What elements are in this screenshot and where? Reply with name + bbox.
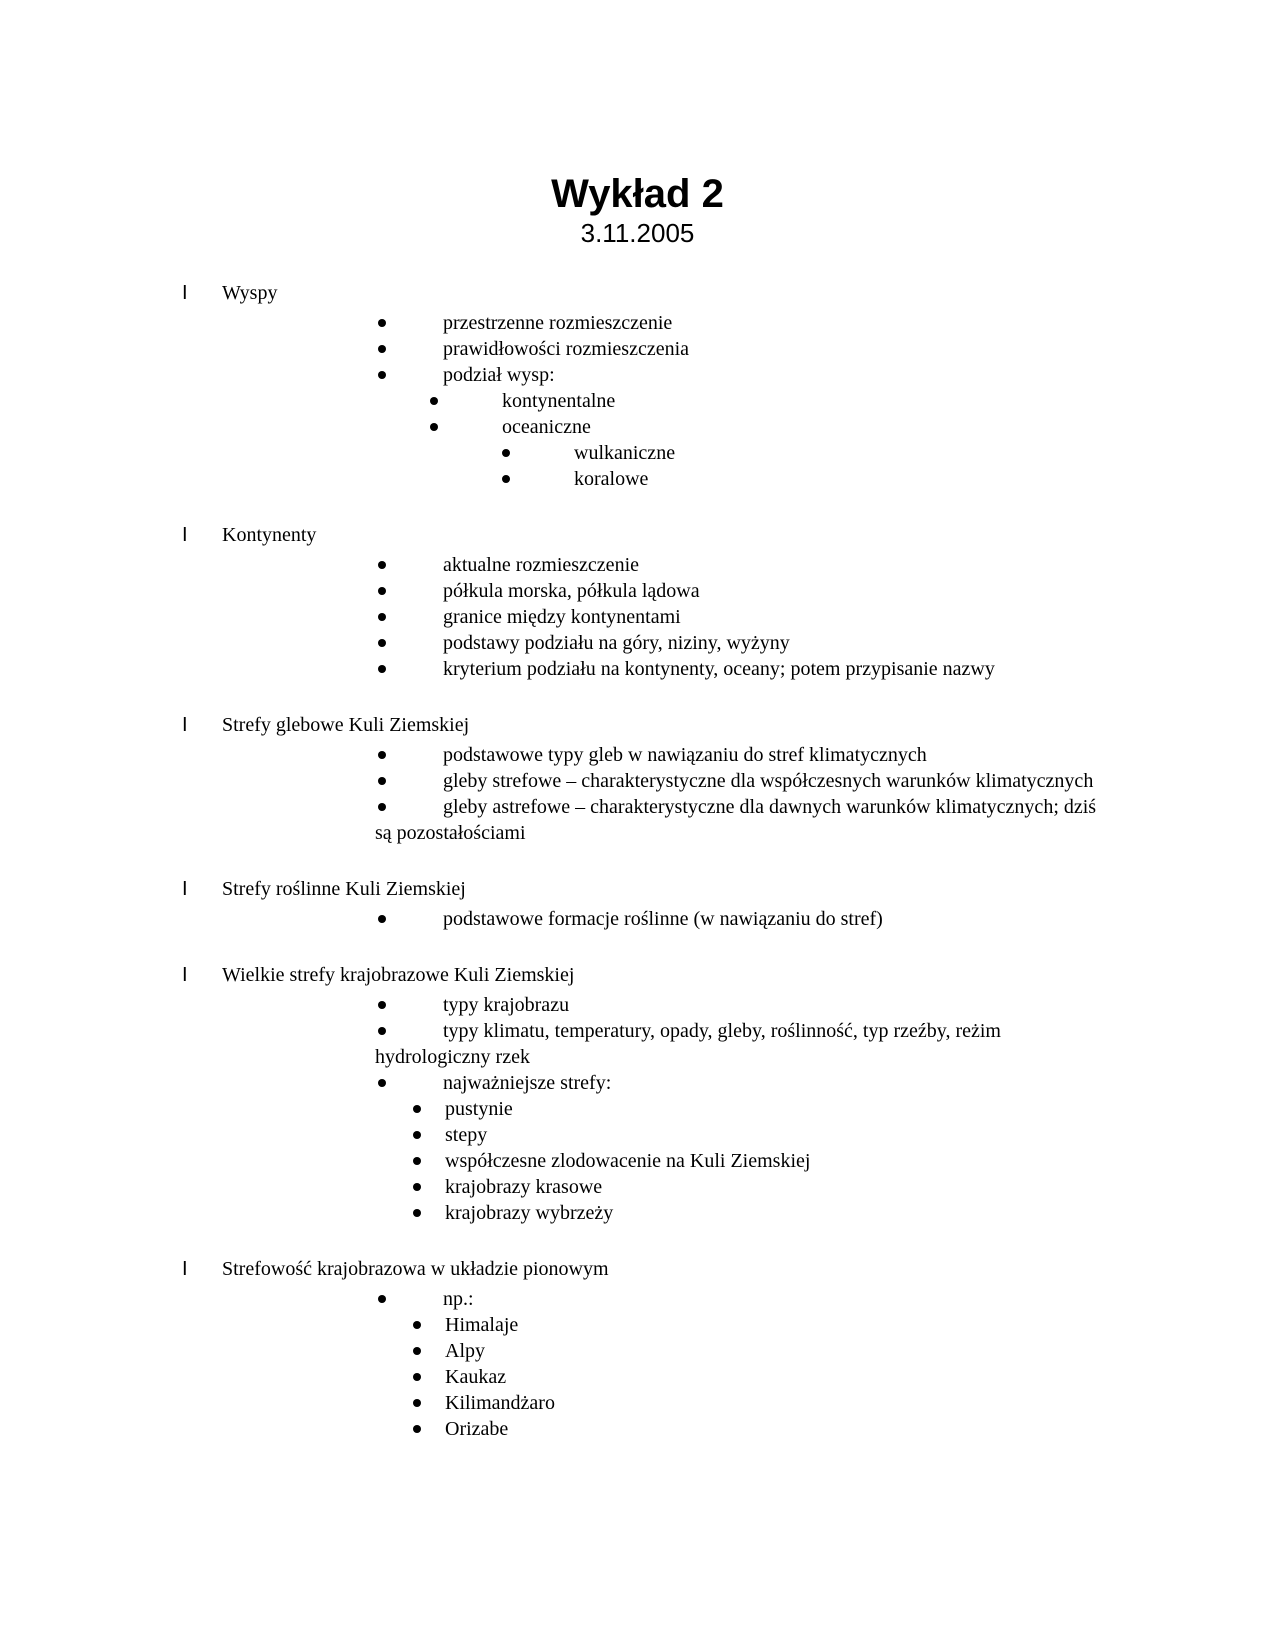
list-item-text: prawidłowości rozmieszczenia — [443, 338, 690, 360]
list-item-text: kryterium podziału na kontynenty, oceany; potem przypisanie nazwy — [443, 658, 995, 680]
list-item — [502, 414, 1110, 440]
section-marker: I — [182, 524, 188, 546]
bullet-icon — [413, 1347, 421, 1355]
bullet-icon — [378, 1027, 386, 1035]
list-item — [375, 1070, 1110, 1096]
list-item — [445, 1416, 1110, 1442]
bullet-icon — [413, 1321, 421, 1329]
list-item — [445, 1096, 1110, 1122]
bullet-icon — [378, 613, 386, 621]
bullet-icon — [378, 803, 386, 811]
document-body — [0, 280, 1275, 1442]
list-item — [375, 1286, 1110, 1312]
list-item-text: typy klimatu, temperatury, opady, gleby, roślinność, typ rzeźby, reżim hydrologiczny rzek — [375, 1020, 1001, 1068]
list-item-text: Himalaje — [445, 1314, 519, 1336]
list-item-text: stepy — [445, 1124, 488, 1146]
list-item-text: Alpy — [445, 1340, 485, 1362]
section-heading — [182, 1256, 1275, 1282]
bullet-icon — [413, 1399, 421, 1407]
document-title: Wykład 2 — [551, 172, 724, 216]
section-marker: I — [182, 1258, 188, 1280]
list-item — [375, 578, 1110, 604]
list-item-text: najważniejsze strefy: — [443, 1072, 612, 1094]
list-item-text: półkula morska, półkula lądowa — [443, 580, 700, 602]
bullet-icon — [430, 397, 438, 405]
list-item — [445, 1200, 1110, 1226]
list-item — [375, 794, 1110, 846]
list-item — [445, 1390, 1110, 1416]
bullet-icon — [378, 777, 386, 785]
bullet-icon — [378, 561, 386, 569]
section-marker: I — [182, 714, 188, 736]
bullet-icon — [502, 475, 510, 483]
bullet-icon — [430, 423, 438, 431]
outline-section — [0, 1256, 1275, 1442]
section-heading — [182, 962, 1275, 988]
document-date: 3.11.2005 — [580, 218, 695, 248]
section-heading-text: Wielkie strefy krajobrazowe Kuli Ziemskiej — [222, 964, 575, 986]
list-item-text: oceaniczne — [502, 416, 591, 438]
section-heading-text: Strefy roślinne Kuli Ziemskiej — [222, 878, 466, 900]
bullet-icon — [378, 371, 386, 379]
bullet-icon — [502, 449, 510, 457]
section-heading-text: Strefy glebowe Kuli Ziemskiej — [222, 714, 470, 736]
list-item — [375, 630, 1110, 656]
list-item-text: podział wysp: — [443, 364, 555, 386]
bullet-icon — [378, 665, 386, 673]
list-item — [375, 656, 1110, 682]
bullet-icon — [378, 345, 386, 353]
bullet-icon — [413, 1373, 421, 1381]
section-heading — [182, 876, 1275, 902]
section-marker: I — [182, 964, 188, 986]
outline-section — [0, 962, 1275, 1226]
list-item-text: pustynie — [445, 1098, 513, 1120]
list-item — [375, 742, 1110, 768]
list-item — [445, 1148, 1110, 1174]
section-heading-text: Strefowość krajobrazowa w układzie pionowym — [222, 1258, 609, 1280]
list-item-text: przestrzenne rozmieszczenie — [443, 312, 673, 334]
list-item-text: np.: — [443, 1288, 474, 1310]
list-item-text: współczesne zlodowacenie na Kuli Ziemskiej — [445, 1150, 811, 1172]
list-item — [445, 1364, 1110, 1390]
list-item-text: podstawowe typy gleb w nawiązaniu do stref klimatycznych — [443, 744, 927, 766]
list-item — [574, 440, 1110, 466]
outline-section — [0, 280, 1275, 492]
list-item-text: granice między kontynentami — [443, 606, 681, 628]
list-item-text: podstawowe formacje roślinne (w nawiązaniu do stref) — [443, 908, 883, 930]
section-heading-text: Wyspy — [222, 282, 278, 304]
list-item — [375, 1018, 1110, 1070]
list-item-text: krajobrazy wybrzeży — [445, 1202, 614, 1224]
list-item-text: gleby astrefowe – charakterystyczne dla dawnych warunków klimatycznych; dziś są pozostałościami — [375, 796, 1097, 844]
bullet-icon — [413, 1209, 421, 1217]
section-heading — [182, 522, 1275, 548]
bullet-icon — [413, 1105, 421, 1113]
bullet-icon — [413, 1157, 421, 1165]
bullet-icon — [413, 1131, 421, 1139]
section-marker: I — [182, 878, 188, 900]
list-item — [375, 992, 1110, 1018]
outline-section — [0, 876, 1275, 932]
bullet-icon — [413, 1183, 421, 1191]
list-item — [574, 466, 1110, 492]
bullet-icon — [378, 639, 386, 647]
list-item-text: aktualne rozmieszczenie — [443, 554, 639, 576]
list-item-text: kontynentalne — [502, 390, 616, 412]
list-item — [375, 768, 1110, 794]
section-heading — [182, 280, 1275, 306]
section-marker: I — [182, 282, 188, 304]
bullet-icon — [378, 1079, 386, 1087]
section-heading — [182, 712, 1275, 738]
list-item — [445, 1338, 1110, 1364]
list-item-text: wulkaniczne — [574, 442, 676, 464]
list-item — [502, 388, 1110, 414]
bullet-icon — [378, 587, 386, 595]
list-item — [445, 1174, 1110, 1200]
list-item-text: krajobrazy krasowe — [445, 1176, 603, 1198]
section-heading-text: Kontynenty — [222, 524, 317, 546]
list-item-text: Kilimandżaro — [445, 1392, 555, 1414]
bullet-icon — [378, 915, 386, 923]
list-item — [375, 552, 1110, 578]
list-item — [375, 906, 1110, 932]
list-item-text: Kaukaz — [445, 1366, 507, 1388]
list-item-text: Orizabe — [445, 1418, 509, 1440]
list-item — [375, 604, 1110, 630]
title-block — [0, 0, 1275, 250]
list-item — [445, 1312, 1110, 1338]
bullet-icon — [413, 1425, 421, 1433]
bullet-icon — [378, 319, 386, 327]
list-item — [375, 336, 1110, 362]
bullet-icon — [378, 751, 386, 759]
list-item-text: podstawy podziału na góry, niziny, wyżyny — [443, 632, 790, 654]
list-item-text: koralowe — [574, 468, 649, 490]
outline-section — [0, 522, 1275, 682]
bullet-icon — [378, 1001, 386, 1009]
list-item — [375, 362, 1110, 388]
bullet-icon — [378, 1295, 386, 1303]
outline-section — [0, 712, 1275, 846]
list-item-text: typy krajobrazu — [443, 994, 570, 1016]
list-item — [375, 310, 1110, 336]
list-item — [445, 1122, 1110, 1148]
list-item-text: gleby strefowe – charakterystyczne dla współczesnych warunków klimatycznych — [443, 770, 1094, 792]
